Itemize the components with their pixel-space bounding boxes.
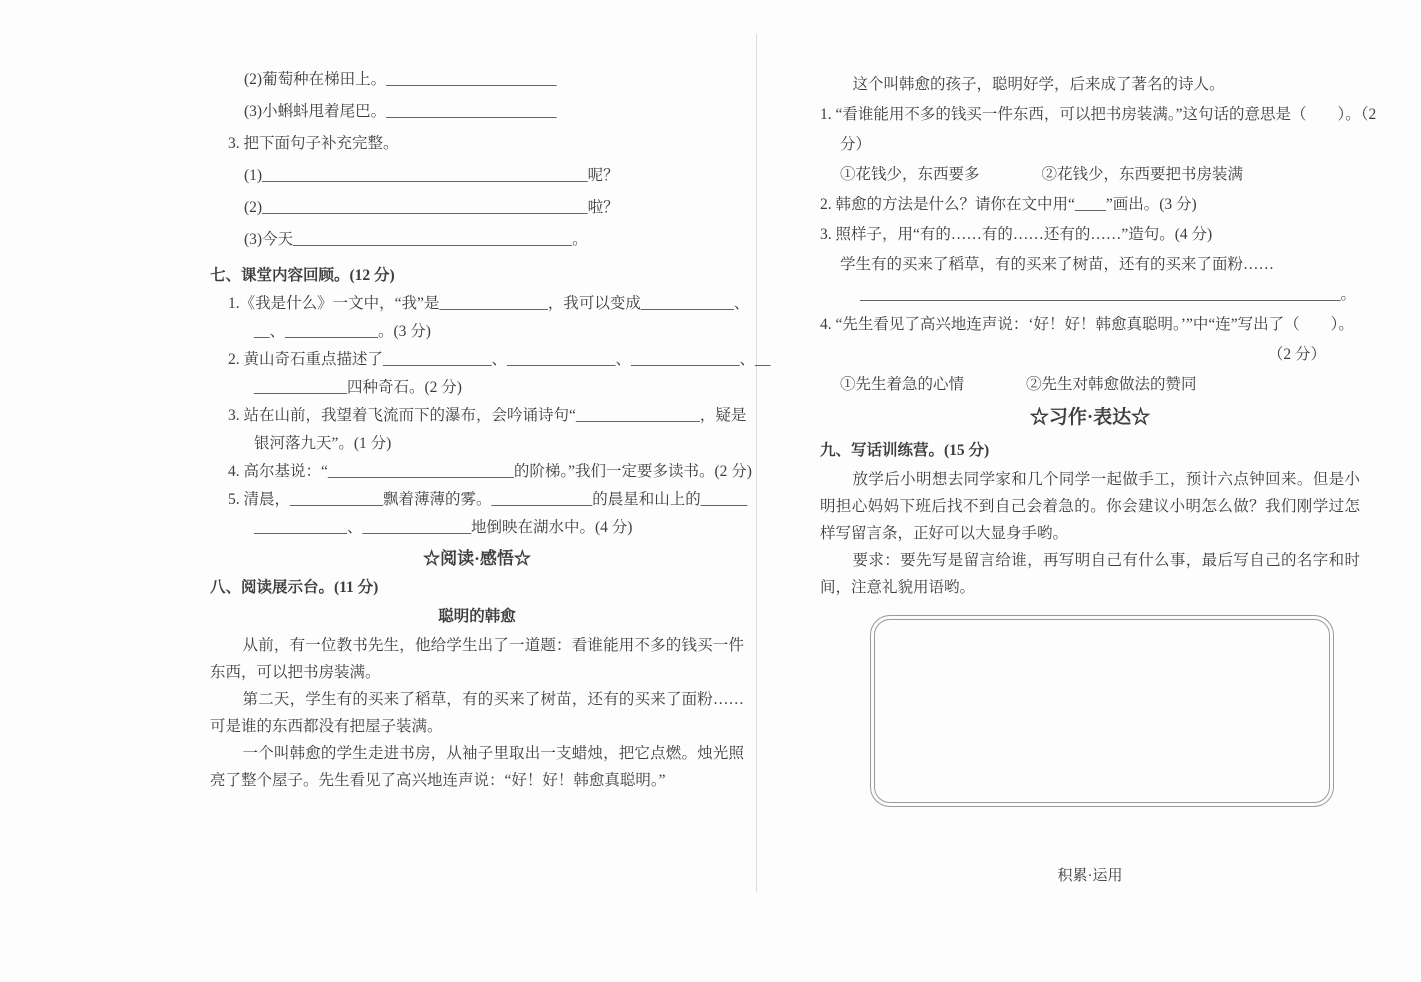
right-page <box>820 70 1377 807</box>
writing-requirement-paragraph: 要求：要先写是留言给谁，再写明自己有什么事，最后写自己的名字和时间，注意礼貌用语哟。 <box>820 552 1360 596</box>
question-line: 1. “看谁能用不多的钱买一件东西，可以把书房装满。”这句话的意思是（ ）。（2 <box>820 106 1377 123</box>
question-line: 3. 照样子，用“有的……有的……还有的……”造句。(4 分) <box>820 226 1213 243</box>
section-9-heading: 九、写话训练营。(15 分) <box>820 442 990 459</box>
writing-prompt-paragraph: 放学后小明想去同学家和几个同学一起做手工，预计六点钟回来。但是小明担心妈妈下班后找不到自己会着急的。你会建议小明怎么做？我们刚学过怎样写留言条，正好可以大显身手哟。 <box>820 471 1360 542</box>
fill-blank-line: (2)__________________________________________啦？ <box>244 199 619 216</box>
choice-options: ①先生着急的心情 ②先生对韩愈做法的赞同 <box>840 376 1197 393</box>
fill-blank-line: (2)葡萄种在梯田上。______________________ <box>244 71 557 88</box>
question-line-continuation: __、____________。(3 分) <box>254 323 431 340</box>
fill-blank-line: (1)__________________________________________呢？ <box>244 167 619 184</box>
question-line: 4. “先生看见了高兴地连声说：‘好！好！韩愈真聪明。’”中“连”写出了（ ）。 <box>820 316 1354 333</box>
question-line: 5. 清晨，____________飘着薄薄的雾。_____________的晨星和山上的______ <box>228 491 748 508</box>
question-line: 2. 黄山奇石重点描述了______________、______________、______________、__ <box>228 351 771 368</box>
fill-blank-line: (3)今天____________________________________。 <box>244 231 588 248</box>
section-8-heading: 八、阅读展示台。(11 分) <box>210 579 379 596</box>
question-label: 3. 把下面句子补充完整。 <box>228 135 399 152</box>
answer-blank-line: ______________________________________________________________。 <box>859 286 1356 303</box>
example-sentence: 学生有的买来了稻草，有的买来了树苗，还有的买来了面粉…… <box>840 256 1275 273</box>
writing-box-inner <box>874 619 1330 803</box>
story-paragraph: 一个叫韩愈的学生走进书房，从袖子里取出一支蜡烛，把它点燃。烛光照亮了整个屋子。先生看见了高兴地连声说：“好！好！韩愈真聪明。” <box>210 745 744 789</box>
story-paragraph: 从前，有一位教书先生，他给学生出了一道题：看谁能用不多的钱买一件东西，可以把书房装满。 <box>210 637 744 681</box>
story-paragraph-continuation: 这个叫韩愈的孩子，聪明好学，后来成了著名的诗人。 <box>852 76 1225 93</box>
score-label: （2 分） <box>1267 346 1326 363</box>
fill-blank-line: (3)小蝌蚪甩着尾巴。______________________ <box>244 103 557 120</box>
story-paragraph: 第二天，学生有的买来了稻草，有的买来了树苗，还有的买来了面粉……可是谁的东西都没有把屋子装满。 <box>210 691 744 735</box>
left-page <box>210 64 771 794</box>
page-divider <box>756 34 757 892</box>
question-line-continuation: ____________四种奇石。(2 分) <box>254 379 462 396</box>
question-line-continuation: 银河落九天”。(1 分) <box>254 435 392 452</box>
writing-banner: ☆习作·表达☆ <box>1029 407 1151 428</box>
page-footer: 积累·运用 <box>1057 868 1123 884</box>
reading-banner: ☆阅读·感悟☆ <box>423 549 531 568</box>
story-title: 聪明的韩愈 <box>438 608 516 625</box>
choice-options: ①花钱少，东西要多 ②花钱少，东西要把书房装满 <box>840 166 1244 183</box>
question-line: 3. 站在山前，我望着飞流而下的瀑布，会吟诵诗句“________________，疑是 <box>228 407 747 424</box>
question-line: 2. 韩愈的方法是什么？请你在文中用“____”画出。(3 分) <box>820 196 1197 213</box>
question-line-continuation: ____________、______________地倒映在湖水中。(4 分) <box>254 519 633 536</box>
writing-box <box>870 615 1334 807</box>
question-line: 1.《我是什么》一文中，“我”是______________，我可以变成____________、 <box>228 295 750 312</box>
question-line-continuation: 分） <box>840 136 872 153</box>
question-line: 4. 高尔基说：“________________________的阶梯。”我们一定要多读书。(2 分) <box>228 463 752 480</box>
section-7-heading: 七、课堂内容回顾。(12 分) <box>210 267 395 284</box>
